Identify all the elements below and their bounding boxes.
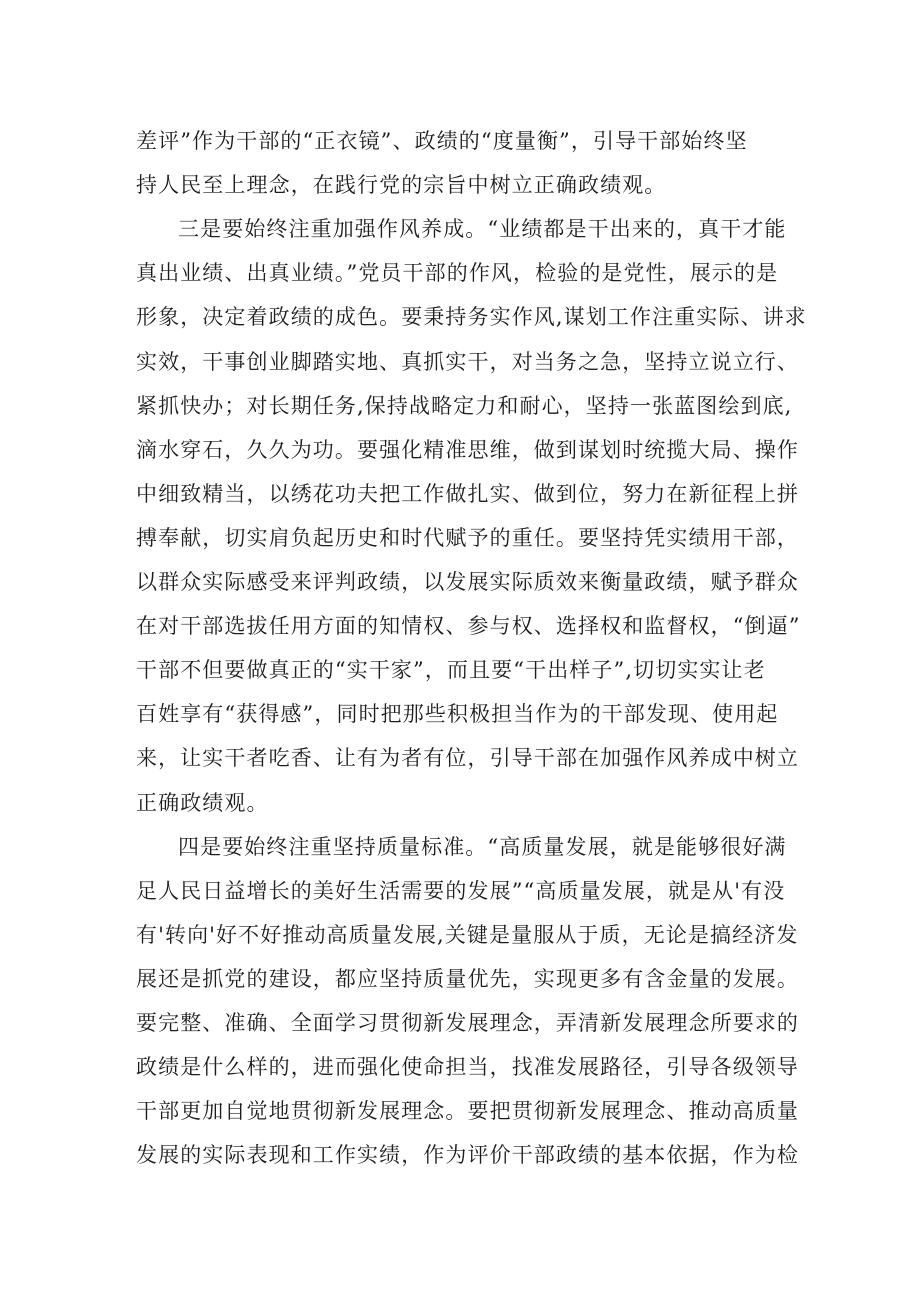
text-line: 要完整、准确、全面学习贯彻新发展理念，弄清新发展理念所要求的 xyxy=(136,1011,799,1035)
text-line: 三是要始终注重加强作风养成。“业绩都是干出来的，真干才能 xyxy=(178,217,787,242)
text-line: 滴水穿石，久久为功。要强化精准思维，做到谋划时统揽大局、操作 xyxy=(136,437,799,462)
text-line: 正确政绩观。 xyxy=(136,790,269,815)
text-line: 干部更加自觉地贯彻新发展理念。要把贯彻新发展理念、推动高质量 xyxy=(136,1099,799,1124)
text-line: 足人民日益增长的美好生活需要的发展”“高质量发展，就是从'有没 xyxy=(136,878,786,903)
text-line: 发展的实际表现和工作实绩，作为评价干部政绩的基本依据，作为检 xyxy=(136,1143,799,1168)
text-line: 在对干部选拔任用方面的知情权、参与权、选择权和监督权，“倒逼” xyxy=(136,614,801,639)
text-line: 干部不但要做真正的“实干家”，而且要“干出样子”,切切实实让老 xyxy=(136,658,766,683)
text-line: 紧抓快办；对长期任务,保持战略定力和耐心，坚持一张蓝图绘到底, xyxy=(136,393,793,418)
text-line: 真出业绩、出真业绩。”党员干部的作风，检验的是党性，展示的是 xyxy=(136,261,779,286)
text-line: 四是要始终注重坚持质量标准。“高质量发展，就是能够很好满 xyxy=(178,834,787,859)
text-line: 搏奉献，切实肩负起历史和时代赋予的重任。要坚持凭实绩用干部， xyxy=(136,525,799,550)
text-line: 差评”作为干部的“正衣镜”、政绩的“度量衡”，引导干部始终坚 xyxy=(136,129,748,153)
text-line: 持人民至上理念，在践行党的宗旨中树立正确政绩观。 xyxy=(136,173,667,198)
text-line: 有'转向'好不好推动高质量发展,关键是量服从于质，无论是搞经济发 xyxy=(136,922,799,947)
text-line: 实效，干事创业脚踏实地、真抓实干，对当务之急，坚持立说立行、 xyxy=(136,349,799,374)
text-line: 中细致精当，以绣花功夫把工作做扎实、做到位，努力在新征程上拼 xyxy=(136,481,799,506)
text-line: 百姓享有“获得感”，同时把那些积极担当作为的干部发现、使用起 xyxy=(136,702,779,727)
text-line: 展还是抓党的建设，都应坚持质量优先，实现更多有含金量的发展。 xyxy=(136,966,799,991)
text-line: 以群众实际感受来评判政绩，以发展实际质效来衡量政绩，赋予群众 xyxy=(136,570,799,594)
text-line: 形象，决定着政绩的成色。要秉持务实作风,谋划工作注重实际、讲求 xyxy=(136,305,807,330)
text-line: 来，让实干者吃香、让有为者有位，引导干部在加强作风养成中树立 xyxy=(136,746,799,771)
text-line: 政绩是什么样的，进而强化使命担当，找准发展路径，引导各级领导 xyxy=(136,1055,799,1080)
